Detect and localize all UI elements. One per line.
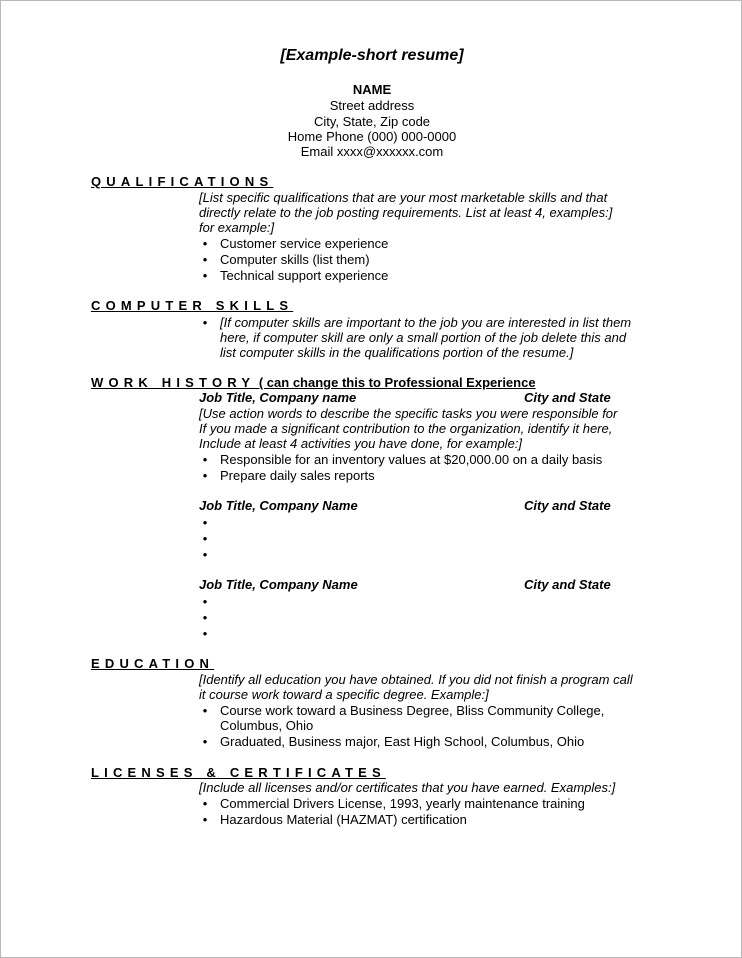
section-heading-licenses: LICENSES & CERTIFICATES — [91, 765, 386, 780]
section-heading-education: EDUCATION — [91, 656, 215, 671]
computer-skills-note-line: list computer skills in the qualifications portion of the resume.] — [220, 345, 574, 360]
bullet-icon: • — [202, 236, 208, 251]
education-note-line: it course work toward a specific degree. Example:] — [199, 687, 489, 702]
list-item: Customer service experience — [220, 236, 389, 251]
bullet-icon: • — [202, 812, 208, 827]
qualifications-note-line: [List specific qualifications that are your most marketable skills and that — [199, 190, 608, 205]
bullet-icon: • — [202, 703, 208, 718]
contact-name: NAME — [352, 82, 392, 97]
bullet-icon: • — [202, 796, 208, 811]
job-location: City and State — [524, 390, 611, 405]
list-item: Technical support experience — [220, 268, 389, 283]
job-note-line: [Use action words to describe the specific tasks you were responsible for — [199, 406, 618, 421]
licenses-note-line: [Include all licenses and/or certificates that you have earned. Examples:] — [199, 780, 616, 795]
bullet-icon: • — [202, 547, 208, 562]
bullet-icon: • — [202, 315, 208, 330]
bullet-icon: • — [202, 594, 208, 609]
contact-phone: Home Phone (000) 000-0000 — [287, 129, 457, 144]
page-title: [Example-short resume] — [280, 47, 464, 64]
bullet-icon: • — [202, 468, 208, 483]
qualifications-note-line: for example:] — [199, 220, 275, 235]
job-note-line: Include at least 4 activities you have done, for example:] — [199, 436, 523, 451]
job-location: City and State — [524, 498, 611, 513]
section-heading-work-history — [91, 375, 536, 390]
list-item: Commercial Drivers License, 1993, yearly maintenance training — [220, 796, 585, 811]
list-item: Prepare daily sales reports — [220, 468, 375, 483]
bullet-icon: • — [202, 531, 208, 546]
list-item: Computer skills (list them) — [220, 252, 370, 267]
job-location: City and State — [524, 577, 611, 592]
job-title: Job Title, Company name — [199, 390, 357, 405]
bullet-icon: • — [202, 252, 208, 267]
list-item: Responsible for an inventory values at $20,000.00 on a daily basis — [220, 452, 603, 467]
job-title: Job Title, Company Name — [199, 577, 358, 592]
work-history-heading-text: WORK HISTORY — [91, 375, 256, 390]
job-note-line: If you made a significant contribution to the organization, identify it here, — [199, 421, 613, 436]
bullet-icon: • — [202, 626, 208, 641]
bullet-icon: • — [202, 610, 208, 625]
contact-city: City, State, Zip code — [313, 114, 431, 129]
computer-skills-note-line: [If computer skills are important to the job you are interested in list them — [220, 315, 632, 330]
section-heading-computer-skills: COMPUTER SKILLS — [91, 298, 294, 313]
contact-email: Email xxxx@xxxxxx.com — [300, 144, 444, 159]
list-item: Hazardous Material (HAZMAT) certification — [220, 812, 467, 827]
bullet-icon: • — [202, 268, 208, 283]
bullet-icon: • — [202, 452, 208, 467]
bullet-icon: • — [202, 734, 208, 749]
bullet-icon: • — [202, 515, 208, 530]
list-item-continuation: Columbus, Ohio — [220, 718, 314, 733]
contact-street: Street address — [329, 98, 415, 113]
section-heading-qualifications: QUALIFICATIONS — [91, 174, 274, 189]
list-item: Graduated, Business major, East High School, Columbus, Ohio — [220, 734, 585, 749]
job-title: Job Title, Company Name — [199, 498, 358, 513]
education-note-line: [Identify all education you have obtained. If you did not finish a program call — [199, 672, 633, 687]
qualifications-note-line: directly relate to the job posting requirements. List at least 4, examples:] — [199, 205, 613, 220]
work-history-heading-tail: ( can change this to Professional Experience — [255, 375, 536, 390]
computer-skills-note-line: here, if computer skill are only a small portion of the job delete this and — [220, 330, 627, 345]
list-item: Course work toward a Business Degree, Bliss Community College, — [220, 703, 605, 718]
